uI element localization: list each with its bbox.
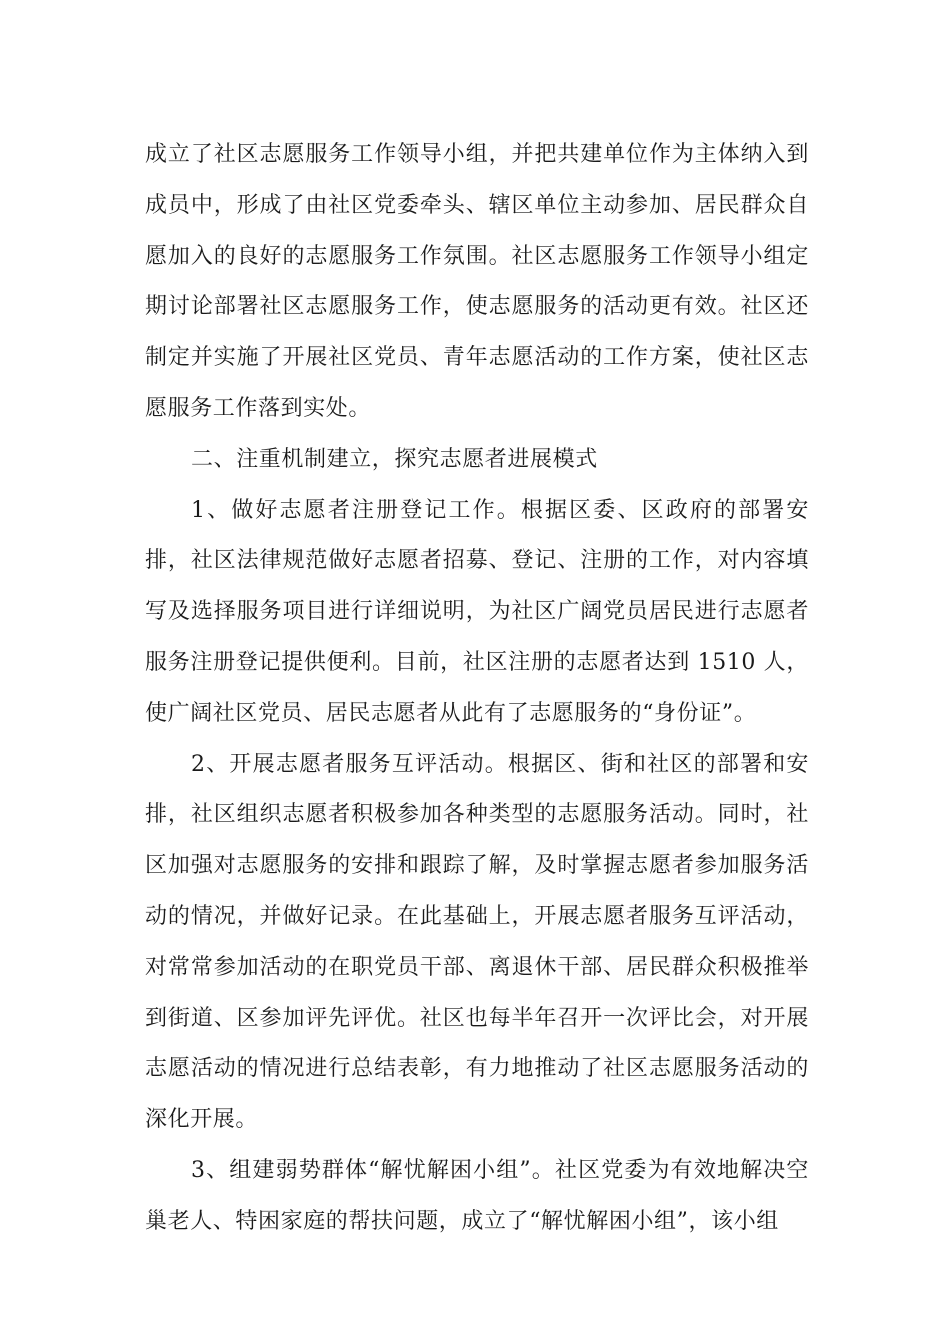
section-heading: 二、注重机制建立，探究志愿者进展模式 <box>191 446 598 472</box>
body-paragraph: 2、开展志愿者服务互评活动。根据区、街和社区的部署和安排，社区组织志愿者积极参加各种类型的志愿服务活动。同时，社区加强对志愿服务的安排和跟踪了解，及时掌握志愿者参加服务活动的情况，并做好记录。在此基础上，开展志愿者服务互评活动，对常常参加活动的在职党员干部、离退休干部、居民群众积极推举到街道、区参加评先评优。社区也每半年召开一次评比会，对开展志愿活动的情况进行总结表彰，有力地推动了社区志愿服务活动的深化开展。 <box>145 751 809 1133</box>
body-paragraph: 3、组建弱势群体“解忧解困小组”。社区党委为有效地解决空巢老人、特困家庭的帮扶问题，成立了“解忧解困小组”，该小组 <box>145 1157 809 1234</box>
body-paragraph: 成立了社区志愿服务工作领导小组，并把共建单位作为主体纳入到成员中，形成了由社区党委牵头、辖区单位主动参加、居民群众自愿加入的良好的志愿服务工作氛围。社区志愿服务工作领导小组定期讨论部署社区志愿服务工作，使志愿服务的活动更有效。社区还制定并实施了开展社区党员、青年志愿活动的工作方案，使社区志愿服务工作落到实处。 <box>145 142 809 421</box>
document-body <box>145 130 809 1248</box>
body-paragraph: 1、做好志愿者注册登记工作。根据区委、区政府的部署安排，社区法律规范做好志愿者招募、登记、注册的工作，对内容填写及选择服务项目进行详细说明，为社区广阔党员居民进行志愿者服务注册登记提供便利。目前，社区注册的志愿者达到 1510 人，使广阔社区党员、居民志愿者从此有了志愿服务的“身份证”。 <box>145 497 809 726</box>
